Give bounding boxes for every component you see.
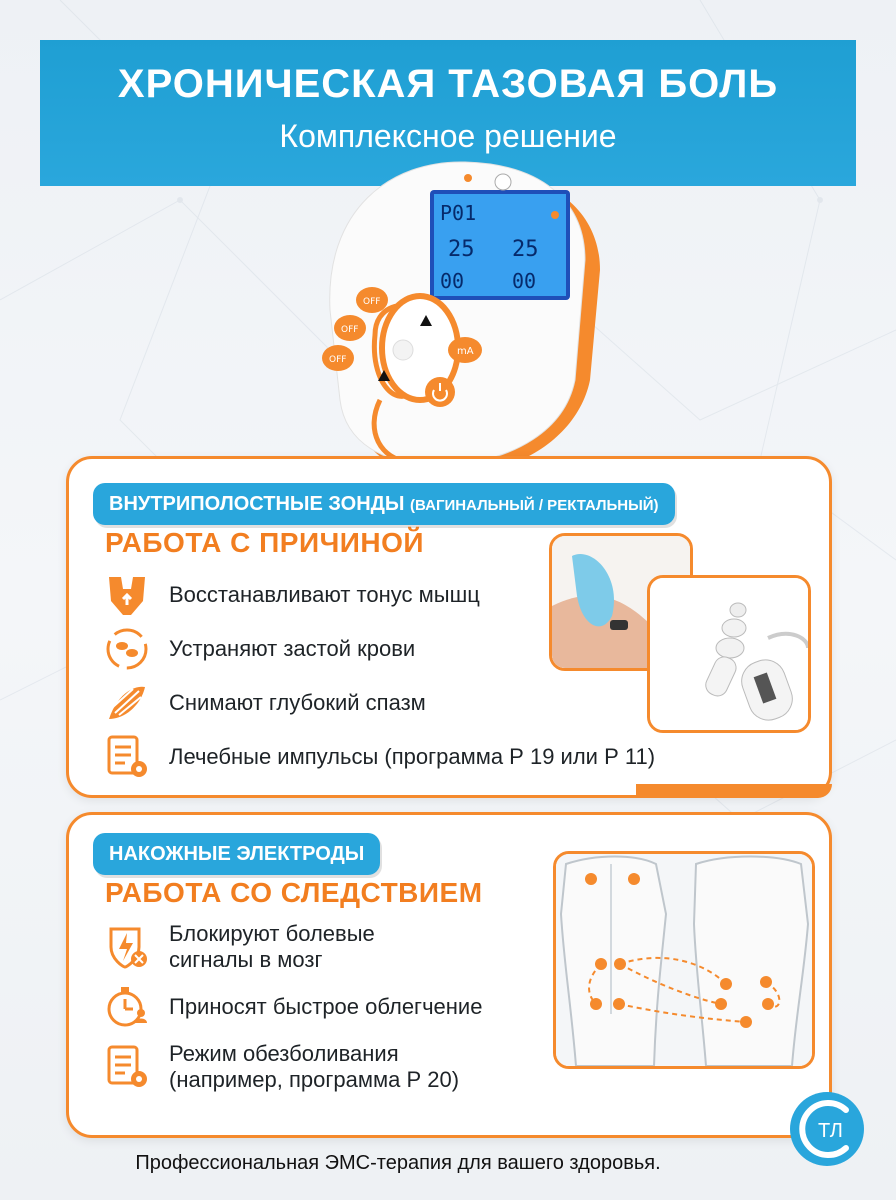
program-list-icon	[103, 1043, 151, 1091]
device-button-label: OFF	[329, 355, 347, 365]
item-text: Приносят быстрое облегчение	[169, 994, 483, 1019]
stopwatch-icon	[103, 983, 151, 1031]
muscle-icon	[103, 679, 151, 727]
list-item	[103, 625, 415, 673]
list-item	[103, 571, 480, 619]
skin-electrodes-card	[66, 812, 832, 1138]
ems-device-image	[300, 160, 630, 490]
page-title: ХРОНИЧЕСКАЯ ТАЗОВАЯ БОЛЬ	[117, 62, 779, 106]
device-button-label: mA	[457, 346, 474, 357]
display-value-left: 25	[448, 237, 475, 262]
list-item	[103, 733, 655, 781]
display-ma-right: 00	[512, 269, 537, 293]
device-button-label: OFF	[363, 297, 381, 307]
item-text: Устраняют застой крови	[169, 636, 416, 661]
pill-main-text: ВНУТРИПОЛОСТНЫЕ ЗОНДЫ	[109, 493, 405, 515]
list-item	[103, 1041, 509, 1093]
item-text: Режим обезболивания (например, программа Р 20)	[169, 1041, 460, 1092]
intracavitary-probes-card	[66, 456, 832, 798]
item-text: Лечебные импульсы (программа Р 19 или Р 11)	[169, 744, 656, 769]
probe-photo	[647, 575, 811, 733]
list-item	[103, 983, 482, 1031]
item-text: Восстанавливают тонус мышц	[169, 582, 480, 607]
effect-subtitle: РАБОТА СО СЛЕДСТВИЕМ	[105, 877, 483, 908]
display-value-right: 25	[512, 237, 539, 262]
page-subtitle: Комплексное решение	[279, 118, 617, 154]
skin-electrodes-label: НАКОЖНЫЕ ЭЛЕКТРОДЫ	[93, 833, 380, 875]
display-ma-left: 00	[440, 269, 465, 293]
brand-logo	[788, 1090, 866, 1168]
display-program: P01	[440, 201, 477, 225]
item-text: Снимают глубокий спазм	[169, 690, 426, 715]
pelvis-icon	[103, 571, 151, 619]
intracavitary-probes-label	[93, 483, 675, 525]
list-item	[103, 679, 426, 727]
list-item	[103, 921, 429, 973]
footer-tagline: Профессиональная ЭМС-терапия для вашего здоровья.	[135, 1152, 661, 1174]
body-electrode-diagram	[553, 851, 815, 1069]
lightning-block-icon	[103, 923, 151, 971]
pill-note-text: (ВАГИНАЛЬНЫЙ / РЕКТАЛЬНЫЙ)	[410, 497, 659, 514]
item-text: Блокируют болевые сигналы в мозг	[169, 921, 375, 972]
blood-flow-icon	[103, 625, 151, 673]
logo-text: ТЛ	[818, 1120, 843, 1142]
device-button-label: OFF	[341, 325, 359, 335]
program-list-icon	[103, 733, 151, 781]
cause-subtitle: РАБОТА С ПРИЧИНОЙ	[105, 527, 425, 558]
card-accent-tab	[636, 784, 832, 798]
